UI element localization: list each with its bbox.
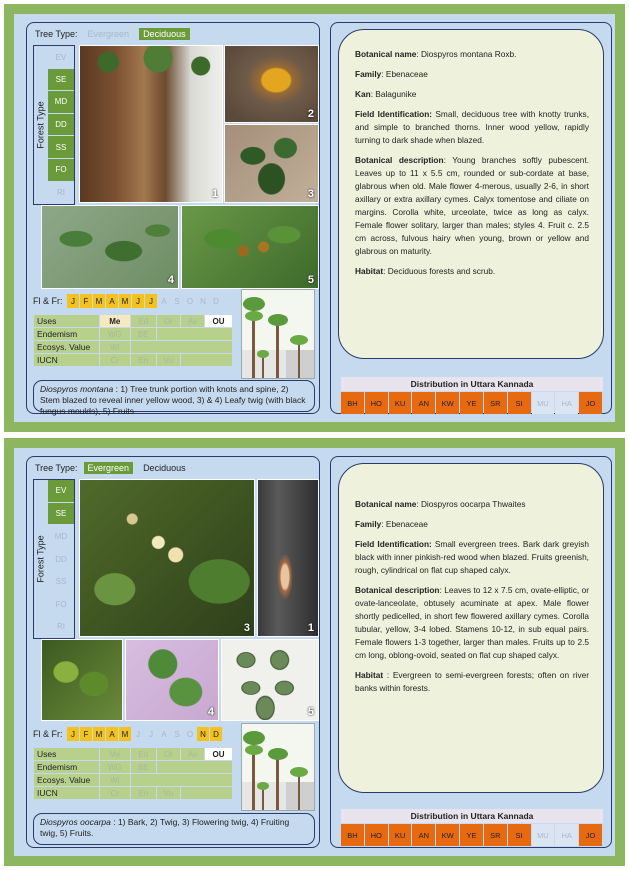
photo-number: 3 bbox=[307, 188, 314, 200]
tree-type-evergreen: Evergreen bbox=[84, 462, 134, 474]
kan-name: Kan: Balagunike bbox=[355, 89, 417, 99]
photo-fruiting-twig bbox=[125, 639, 219, 721]
distribution-title: Distribution in Uttara Kannada bbox=[341, 377, 603, 391]
dist-jo: JO bbox=[579, 392, 602, 414]
iucn-row bbox=[34, 787, 233, 800]
habitat: Habitat : Evergreen to semi-evergreen forests; often on river banks within forests. bbox=[355, 670, 589, 693]
caption-text: : 1) Bark, 2) Twig, 3) Flowering twig, 4) Fruiting twig, 5) Fruits. bbox=[40, 817, 290, 838]
photo-twig bbox=[41, 639, 123, 721]
dist-ku: KU bbox=[389, 824, 412, 846]
forest-type-fo: FO bbox=[48, 159, 74, 182]
photo-number: 3 bbox=[243, 622, 250, 634]
dist-ku: KU bbox=[389, 392, 412, 414]
photo-number: 1 bbox=[211, 188, 218, 200]
photo-number: 5 bbox=[307, 706, 314, 718]
dist-kw: KW bbox=[436, 392, 459, 414]
forest-type-se: SE bbox=[48, 69, 74, 92]
field-identification: Field Identification: Small, deciduous tree with knotty trunks, and simple to branched thorns. Inner wood yellow, rapidly turning to dark shade when blazed. bbox=[355, 109, 589, 145]
photo-caption bbox=[33, 813, 315, 845]
month-dec: D bbox=[213, 296, 219, 306]
endemism-row bbox=[34, 328, 233, 341]
use-or: Or bbox=[156, 748, 180, 761]
flowering-fruiting-row bbox=[33, 727, 223, 741]
month-nov: N bbox=[197, 727, 209, 741]
photo-number: 4 bbox=[167, 274, 174, 286]
month-mar: M bbox=[93, 727, 105, 741]
uses-label: Uses bbox=[34, 315, 100, 328]
flfr-label: Fl & Fr: bbox=[33, 296, 63, 306]
ecosys-label: Ecosys. Value bbox=[34, 341, 100, 354]
month-sep: S bbox=[174, 296, 180, 306]
caption-species: Diospyros montana bbox=[40, 384, 114, 394]
ecosys-label: Ecosys. Value bbox=[34, 774, 100, 787]
dist-kw: KW bbox=[436, 824, 459, 846]
month-jan: J bbox=[67, 727, 79, 741]
photo-tree-trunk bbox=[79, 45, 223, 203]
photo-number: 4 bbox=[207, 706, 214, 718]
ecosys-wi: Wi bbox=[100, 774, 131, 787]
forest-type-md: MD bbox=[54, 531, 68, 541]
left-panel bbox=[26, 456, 320, 848]
attributes-table bbox=[33, 314, 233, 367]
use-or: Or bbox=[156, 315, 180, 328]
distribution-row bbox=[341, 392, 603, 414]
family: Family: Ebenaceae bbox=[355, 69, 428, 79]
month-feb: F bbox=[80, 294, 92, 308]
dist-ho: HO bbox=[365, 392, 388, 414]
use-ou: OU bbox=[204, 315, 232, 328]
photo-bark bbox=[257, 479, 319, 637]
month-mar: M bbox=[93, 294, 105, 308]
dist-ye: YE bbox=[460, 824, 483, 846]
forest-type-ri: RI bbox=[57, 188, 65, 198]
left-panel bbox=[26, 22, 320, 414]
month-oct: O bbox=[186, 729, 194, 739]
uses-row bbox=[34, 748, 233, 761]
month-may: M bbox=[119, 727, 131, 741]
species-sheet-top bbox=[4, 4, 625, 432]
dist-ha: HA bbox=[555, 392, 578, 414]
tree-type-evergreen: Evergreen bbox=[87, 29, 130, 39]
month-jun: J bbox=[136, 729, 140, 739]
use-ed: Ed bbox=[130, 748, 156, 761]
caption-text: : 1) Tree trunk portion with knots and spine, 2) Stem blazed to reveal inner yellow wood, 3) & 4) Leafy twig (with black fungus moulds), 5) Fruits bbox=[40, 384, 306, 416]
family: Family: Ebenaceae bbox=[355, 519, 428, 529]
month-nov: N bbox=[200, 296, 206, 306]
iucn-vu: Vu bbox=[156, 787, 180, 800]
month-oct: O bbox=[186, 296, 194, 306]
tree-type-row bbox=[35, 27, 190, 41]
iucn-en: En bbox=[130, 354, 156, 367]
photo-caption bbox=[33, 380, 315, 416]
iucn-vu: Vu bbox=[156, 354, 180, 367]
photo-fruits bbox=[181, 205, 319, 289]
botanical-name: Botanical name: Diospyros oocarpa Thwaites bbox=[355, 499, 526, 509]
iucn-row bbox=[34, 354, 233, 367]
photo-number: 1 bbox=[307, 622, 314, 634]
month-jul: J bbox=[149, 729, 153, 739]
use-av: Av bbox=[181, 748, 205, 761]
endemism-wg: WG bbox=[100, 328, 131, 341]
habitat: Habitat: Deciduous forests and scrub. bbox=[355, 266, 496, 276]
description-box bbox=[338, 463, 604, 793]
forest-type-ss: SS bbox=[55, 577, 67, 587]
dist-si: SI bbox=[508, 392, 531, 414]
flowering-fruiting-row bbox=[33, 294, 223, 308]
dist-bh: BH bbox=[341, 824, 364, 846]
dist-an: AN bbox=[412, 392, 435, 414]
iucn-label: IUCN bbox=[34, 787, 100, 800]
endemism-label: Endemism bbox=[34, 328, 100, 341]
month-dec: D bbox=[210, 727, 222, 741]
month-aug: A bbox=[161, 729, 167, 739]
use-ou: OU bbox=[204, 748, 232, 761]
endemism-be: BE bbox=[130, 328, 156, 341]
dist-ha: HA bbox=[555, 824, 578, 846]
sheet-inner bbox=[14, 448, 615, 856]
tree-type-deciduous: Deciduous bbox=[139, 28, 190, 40]
dist-mu: MU bbox=[532, 824, 555, 846]
flfr-label: Fl & Fr: bbox=[33, 729, 63, 739]
forest-type-label: Forest Type bbox=[36, 101, 47, 149]
uses-label: Uses bbox=[34, 748, 100, 761]
photo-blazed-stem bbox=[224, 45, 319, 123]
forest-type-fo: FO bbox=[55, 599, 67, 609]
iucn-cr: Cr bbox=[100, 787, 131, 800]
photo-number: 2 bbox=[307, 108, 314, 120]
forest-type-list bbox=[48, 480, 74, 638]
attributes-table bbox=[33, 747, 233, 800]
botanical-description: Botanical description: Young branches softly pubescent. Leaves up to 11 x 5.5 cm, rounded or sub-cordate at base, glabrous when old. Male flower 4-merous, usually 2-6, in short axillary or extra axillary cymes. Calyx tomentose and ciliate on margins. Corolla white, urceolate, twice as long as calyx. Female flower solitary, larger than males; styles 4. Fruit c. 2.5 cm across, fulvous hairy when young, brown or yellow and glabrous on maturity. bbox=[355, 155, 589, 256]
forest-type-ri: RI bbox=[57, 622, 65, 632]
use-av: Av bbox=[181, 315, 205, 328]
forest-type-se: SE bbox=[48, 503, 74, 526]
forest-type-ev: EV bbox=[48, 480, 74, 503]
dist-bh: BH bbox=[341, 392, 364, 414]
iucn-label: IUCN bbox=[34, 354, 100, 367]
ecosys-row bbox=[34, 774, 233, 787]
dist-sr: SR bbox=[484, 392, 507, 414]
forest-type-dd: DD bbox=[55, 554, 67, 564]
dist-ye: YE bbox=[460, 392, 483, 414]
tree-habit-icon bbox=[242, 724, 314, 810]
sheet-inner bbox=[14, 14, 615, 422]
dist-jo: JO bbox=[579, 824, 602, 846]
tree-type-row bbox=[35, 461, 190, 475]
distribution-row bbox=[341, 824, 603, 846]
tree-habit-icon bbox=[242, 290, 314, 378]
caption-species: Diospyros oocarpa bbox=[40, 817, 111, 827]
forest-type-box bbox=[33, 45, 75, 205]
dist-sr: SR bbox=[484, 824, 507, 846]
photo-leafy-twig bbox=[224, 124, 319, 203]
endemism-label: Endemism bbox=[34, 761, 100, 774]
endemism-row bbox=[34, 761, 233, 774]
right-panel bbox=[330, 22, 612, 414]
forest-type-list bbox=[48, 46, 74, 204]
dist-an: AN bbox=[412, 824, 435, 846]
ecosys-wi: Wi bbox=[100, 341, 131, 354]
photo-flowering-twig bbox=[79, 479, 255, 637]
tree-type-label: Tree Type: bbox=[35, 463, 78, 473]
dist-si: SI bbox=[508, 824, 531, 846]
tree-type-label: Tree Type: bbox=[35, 29, 78, 39]
tree-type-deciduous: Deciduous bbox=[143, 463, 186, 473]
habit-illustration bbox=[241, 289, 315, 379]
forest-type-ev: EV bbox=[55, 52, 67, 62]
ecosys-row bbox=[34, 341, 233, 354]
month-apr: A bbox=[106, 294, 118, 308]
photo-fruits bbox=[221, 639, 319, 721]
month-feb: F bbox=[80, 727, 92, 741]
dist-mu: MU bbox=[532, 392, 555, 414]
endemism-be: BE bbox=[130, 761, 156, 774]
month-jan: J bbox=[67, 294, 79, 308]
habit-illustration bbox=[241, 723, 315, 811]
use-me: Me bbox=[100, 748, 131, 761]
forest-type-md: MD bbox=[48, 91, 74, 114]
botanical-name: Botanical name: Diospyros montana Roxb. bbox=[355, 49, 517, 59]
field-identification: Field Identification: Small evergreen trees. Bark dark greyish black with inner pinkish-red wood when blazed. Fruits greenish, rough, cylindrical on flat cup shaped calyx. bbox=[355, 539, 589, 575]
forest-type-dd: DD bbox=[48, 114, 74, 137]
endemism-wg: WG bbox=[100, 761, 131, 774]
botanical-description: Botanical description: Leaves to 12 x 7.5 cm, ovate-elliptic, or ovate-lanceolate, obtusely acuminate at apex. Male flower shortly pedicelled, in short few flowered axillary cymes. Corolla tubular, yellow, 3-4 lobed. Stamens 10-12, in sub equal pairs. Female flowers 1-3 together, larger than males. Fruits up to 2.5 cm long, oblong-ovoid, seated on flat cup shaped calyx. bbox=[355, 585, 589, 660]
uses-row bbox=[34, 315, 233, 328]
month-jul: J bbox=[145, 294, 157, 308]
forest-type-box bbox=[33, 479, 75, 639]
month-sep: S bbox=[174, 729, 180, 739]
dist-ho: HO bbox=[365, 824, 388, 846]
distribution-title: Distribution in Uttara Kannada bbox=[341, 809, 603, 823]
photo-leafy-twig-fungus bbox=[41, 205, 179, 289]
use-me: Me bbox=[100, 315, 131, 328]
forest-type-label: Forest Type bbox=[36, 535, 47, 583]
photo-number: 5 bbox=[307, 274, 314, 286]
month-jun: J bbox=[132, 294, 144, 308]
month-may: M bbox=[119, 294, 131, 308]
iucn-en: En bbox=[130, 787, 156, 800]
forest-type-ss: SS bbox=[48, 136, 74, 159]
right-panel bbox=[330, 456, 612, 848]
use-ed: Ed bbox=[130, 315, 156, 328]
month-aug: A bbox=[161, 296, 167, 306]
iucn-cr: Cr bbox=[100, 354, 131, 367]
month-apr: A bbox=[106, 727, 118, 741]
description-box bbox=[338, 29, 604, 359]
species-sheet-bottom bbox=[4, 438, 625, 866]
